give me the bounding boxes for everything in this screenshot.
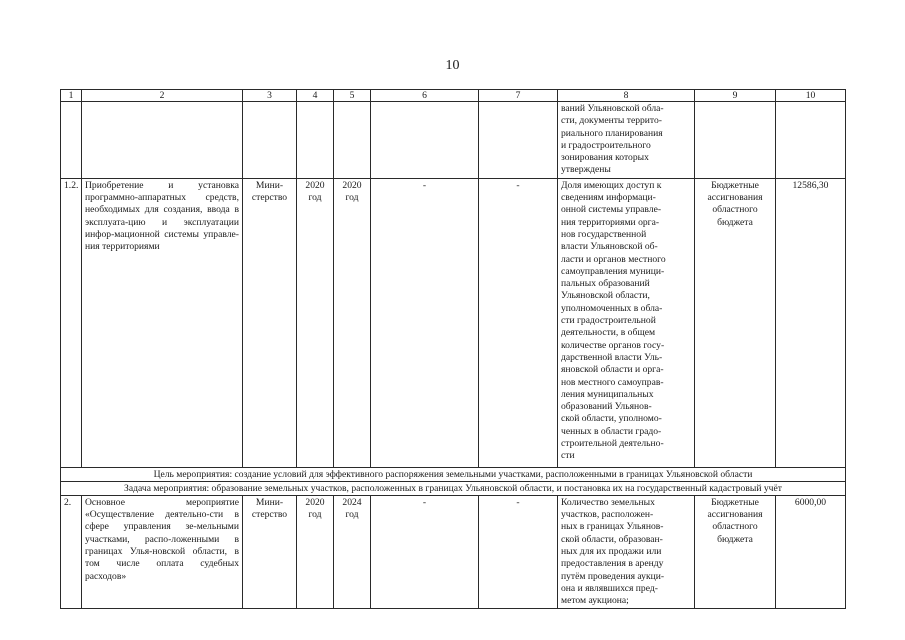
- measure-name: Основное мероприятие «Осуществление деятельно-сти в сфере управления зе-мельными участками, распо-ложенными в границах Улья-новской области, в том числе оплата судебных расходов»: [82, 495, 243, 609]
- start-year: 2020 год: [297, 495, 334, 609]
- table-row: [61, 178, 846, 467]
- header-cell: 8: [558, 90, 695, 102]
- program-table: [60, 89, 846, 609]
- executor-cell: Мини-стерство: [243, 178, 297, 467]
- table-cell: [82, 102, 243, 179]
- executor-cell: Мини-стерство: [243, 495, 297, 609]
- start-year: 2020 год: [297, 178, 334, 467]
- header-cell: 6: [371, 90, 479, 102]
- indicator-cell: Доля имеющих доступ к сведениям информаци- онной системы управле- ния территориями орга- нов государственной власти Ульяновской об- ласти и органов местного самоуправления муници- пальных образований Ульяновской области, уполномоченных в обла- сти градостроительной деятельности, в общем количестве органов госу- дарственной власти Уль- яновской области и орга- нов местного самоуправ- ления муниципальных образований Ульянов- ской области, уполномо- ченных в области градо- строительной деятельно- сти: [558, 178, 695, 467]
- table-cell: [334, 102, 371, 179]
- funding-source: Бюджетные ассигнования областного бюджета: [695, 178, 776, 467]
- table-cell: [479, 102, 558, 179]
- continued-row: [61, 102, 846, 179]
- col7-value: -: [479, 495, 558, 609]
- header-cell: 10: [776, 90, 846, 102]
- end-year: 2020 год: [334, 178, 371, 467]
- header-cell: 2: [82, 90, 243, 102]
- page-number: 10: [445, 58, 460, 73]
- row-number: 2.: [61, 495, 82, 609]
- task-row: [61, 481, 846, 495]
- header-cell: 1: [61, 90, 82, 102]
- funding-source: Бюджетные ассигнования областного бюджета: [695, 495, 776, 609]
- table-cell: [243, 102, 297, 179]
- table-cell: [776, 102, 846, 179]
- table-cell: [371, 102, 479, 179]
- table-cell: [695, 102, 776, 179]
- table-cell: [297, 102, 334, 179]
- amount-cell: 6000,00: [776, 495, 846, 609]
- col6-value: -: [371, 495, 479, 609]
- col6-value: -: [371, 178, 479, 467]
- row-number: 1.2.: [61, 178, 82, 467]
- goal-text: Цель мероприятия: создание условий для эффективного распоряжения земельными участками, расположенными в границах Ульяновской области: [61, 467, 846, 481]
- header-cell: 3: [243, 90, 297, 102]
- indicator-cell: Количество земельных участков, расположен- ных в границах Ульянов- ской области, образован- ных для их продажи или предоставления в аренду путём проведения аукци- она и являвшихся пред- метом аукциона;: [558, 495, 695, 609]
- col7-value: -: [479, 178, 558, 467]
- table-cell: [61, 102, 82, 179]
- header-cell: 9: [695, 90, 776, 102]
- end-year: 2024 год: [334, 495, 371, 609]
- column-number-row: [61, 90, 846, 102]
- indicator-cell: ваний Ульяновской обла- сти, документы террито- риального планирования и градостроительного зонирования которых утверждены: [558, 102, 695, 179]
- table-row: [61, 495, 846, 609]
- task-text: Задача мероприятия: образование земельных участков, расположенных в границах Ульяновской области, и постановка их на государственный кадастровый учёт: [61, 481, 846, 495]
- amount-cell: 12586,30: [776, 178, 846, 467]
- measure-name: Приобретение и установка программно-аппаратных средств, необходимых для создания, ввода в эксплуата-цию и эксплуатации инфор-мационной системы управле-ния территориями: [82, 178, 243, 467]
- header-cell: 4: [297, 90, 334, 102]
- goal-row: [61, 467, 846, 481]
- header-cell: 5: [334, 90, 371, 102]
- header-cell: 7: [479, 90, 558, 102]
